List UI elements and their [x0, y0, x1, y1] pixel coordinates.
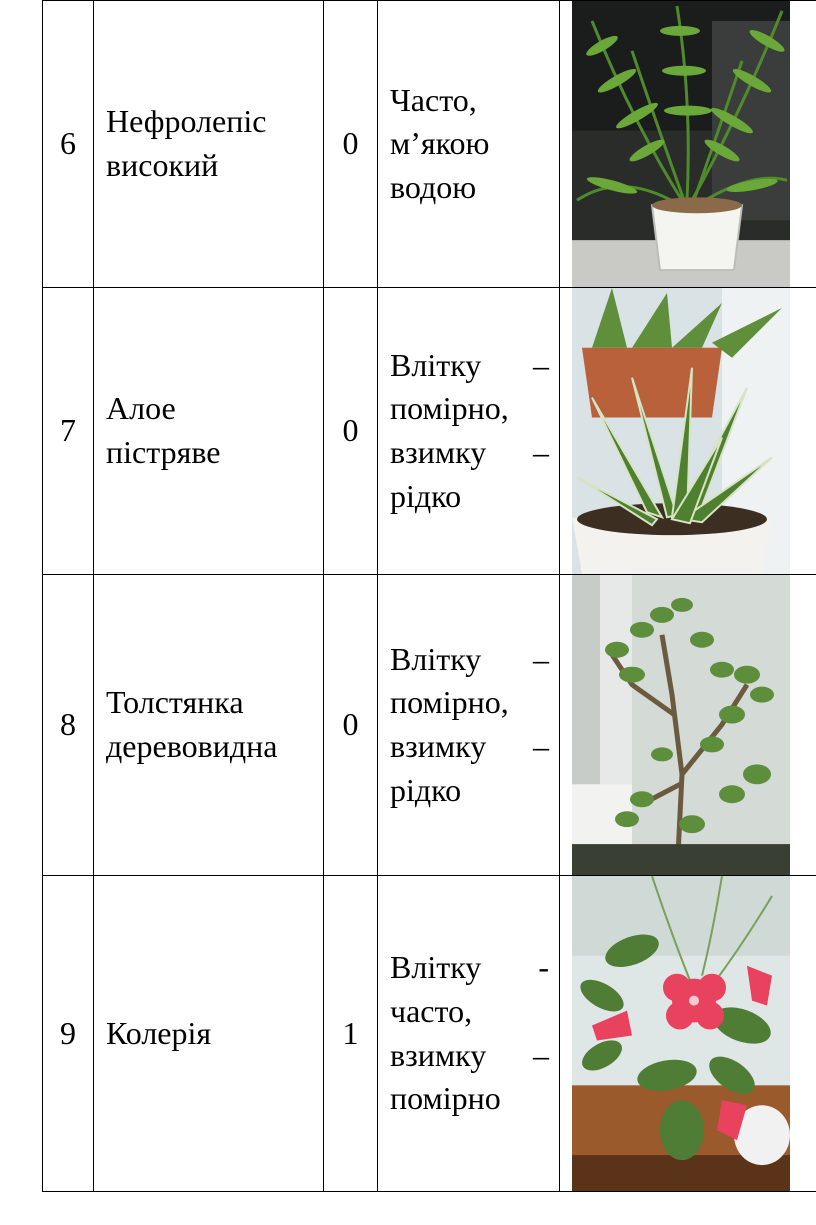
watering-text [378, 288, 560, 575]
row-number: 9 [43, 876, 94, 1192]
watering-line: Влітку – [390, 346, 549, 383]
plant-name-line: Толстянка [106, 684, 244, 721]
row-number: 6 [43, 1, 94, 288]
watering-line: часто, [390, 992, 473, 1029]
watering-line: рідко [390, 477, 462, 514]
plant-name-line: деревовидна [106, 728, 278, 764]
nephrolepis-fern-photo [572, 1, 790, 287]
row-number: 7 [43, 288, 94, 575]
plant-name-line: високий [106, 147, 219, 183]
watering-line: Влітку – [390, 640, 549, 677]
watering-line: помірно, [390, 390, 509, 427]
watering-line: водою [390, 168, 477, 205]
plant-name [94, 1, 324, 288]
watering-line: взимку – [390, 1036, 549, 1073]
kohleria-flower-photo [572, 876, 790, 1191]
plants-table [42, 0, 816, 1192]
plant-photo-cell [560, 876, 816, 1192]
watering-line: помірно, [390, 684, 509, 721]
plant-name [94, 288, 324, 575]
aloe-variegata-photo [572, 288, 790, 574]
watering-line: м’якою [390, 125, 490, 162]
plant-value: 0 [324, 288, 378, 575]
plant-photo-cell [560, 288, 816, 575]
plant-value: 0 [324, 1, 378, 288]
plant-value: 0 [324, 575, 378, 876]
table-row [43, 1, 816, 288]
crassula-tree-photo [572, 575, 790, 875]
row-number: 8 [43, 575, 94, 876]
watering-line: взимку – [390, 434, 549, 470]
watering-line: взимку – [390, 728, 549, 764]
watering-line: помірно [390, 1080, 501, 1117]
watering-line: рідко [390, 771, 462, 808]
plant-value: 1 [324, 876, 378, 1192]
plant-photo-cell [560, 575, 816, 876]
watering-text [378, 575, 560, 876]
table-row [43, 288, 816, 575]
table-row [43, 575, 816, 876]
plant-name-line: Колерія [106, 1014, 212, 1051]
watering-line: Часто, [390, 81, 477, 118]
plant-name-line: пістряве [106, 434, 221, 470]
watering-text [378, 1, 560, 288]
plant-name [94, 575, 324, 876]
plant-name-line: Нефролепіс [106, 103, 267, 140]
watering-text [378, 876, 560, 1192]
plant-name [94, 876, 324, 1192]
watering-line: Влітку - [390, 949, 549, 986]
plant-name-line: Алое [106, 390, 176, 427]
table-row [43, 876, 816, 1192]
plant-photo-cell [560, 1, 816, 288]
